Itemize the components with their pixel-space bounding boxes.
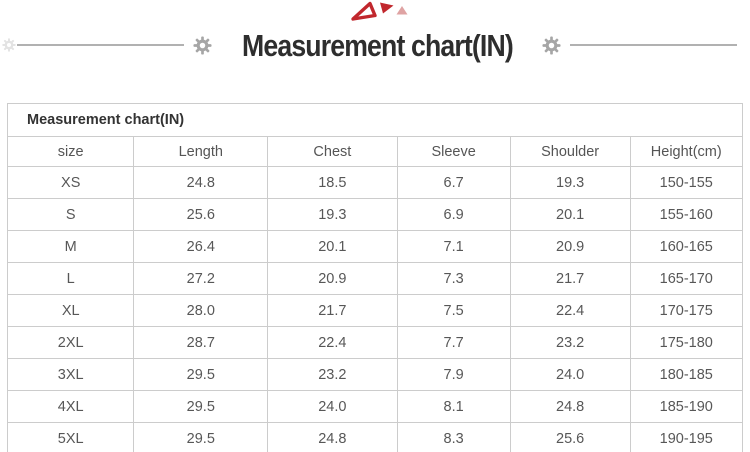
column-header-height-cm-: Height(cm) xyxy=(630,137,742,167)
value-cell: 160-165 xyxy=(630,231,742,263)
section-header xyxy=(0,26,750,64)
value-cell: 24.8 xyxy=(268,423,397,452)
value-cell: 21.7 xyxy=(510,263,630,295)
value-cell: 165-170 xyxy=(630,263,742,295)
table-row xyxy=(8,391,743,423)
value-cell: 24.0 xyxy=(510,359,630,391)
gear-icon xyxy=(542,36,561,55)
table-row xyxy=(8,327,743,359)
table-row xyxy=(8,263,743,295)
table-row xyxy=(8,167,743,199)
size-cell: 3XL xyxy=(8,359,134,391)
value-cell: 24.8 xyxy=(134,167,268,199)
value-cell: 28.7 xyxy=(134,327,268,359)
value-cell: 20.1 xyxy=(510,199,630,231)
column-header-length: Length xyxy=(134,137,268,167)
value-cell: 22.4 xyxy=(268,327,397,359)
table-header-row xyxy=(8,137,743,167)
column-header-chest: Chest xyxy=(268,137,397,167)
table-caption-row xyxy=(8,104,743,137)
value-cell: 6.9 xyxy=(397,199,510,231)
value-cell: 18.5 xyxy=(268,167,397,199)
value-cell: 24.0 xyxy=(268,391,397,423)
value-cell: 7.3 xyxy=(397,263,510,295)
value-cell: 25.6 xyxy=(134,199,268,231)
value-cell: 29.5 xyxy=(134,359,268,391)
size-cell: 4XL xyxy=(8,391,134,423)
value-cell: 19.3 xyxy=(510,167,630,199)
column-header-size: size xyxy=(8,137,134,167)
size-cell: XS xyxy=(8,167,134,199)
value-cell: 20.1 xyxy=(268,231,397,263)
value-cell: 8.3 xyxy=(397,423,510,452)
table-row xyxy=(8,199,743,231)
triangle-pale-icon xyxy=(397,6,408,15)
value-cell: 6.7 xyxy=(397,167,510,199)
column-header-shoulder: Shoulder xyxy=(510,137,630,167)
value-cell: 170-175 xyxy=(630,295,742,327)
value-cell: 8.1 xyxy=(397,391,510,423)
value-cell: 29.5 xyxy=(134,391,268,423)
value-cell: 19.3 xyxy=(268,199,397,231)
value-cell: 22.4 xyxy=(510,295,630,327)
size-cell: L xyxy=(8,263,134,295)
triangle-outline-icon xyxy=(353,4,375,20)
value-cell: 28.0 xyxy=(134,295,268,327)
size-cell: 5XL xyxy=(8,423,134,452)
value-cell: 23.2 xyxy=(510,327,630,359)
value-cell: 190-195 xyxy=(630,423,742,452)
value-cell: 25.6 xyxy=(510,423,630,452)
value-cell: 24.8 xyxy=(510,391,630,423)
value-cell: 185-190 xyxy=(630,391,742,423)
value-cell: 155-160 xyxy=(630,199,742,231)
triangle-solid-icon xyxy=(380,3,394,14)
table-row xyxy=(8,359,743,391)
size-cell: S xyxy=(8,199,134,231)
gear-icon xyxy=(2,38,16,52)
value-cell: 175-180 xyxy=(630,327,742,359)
value-cell: 20.9 xyxy=(268,263,397,295)
table-row xyxy=(8,295,743,327)
table-row xyxy=(8,231,743,263)
value-cell: 7.1 xyxy=(397,231,510,263)
measurement-chart-section xyxy=(7,103,743,452)
value-cell: 7.7 xyxy=(397,327,510,359)
red-triangles-logo-icon xyxy=(349,1,417,21)
table-row xyxy=(8,423,743,452)
value-cell: 20.9 xyxy=(510,231,630,263)
table-caption: Measurement chart(IN) xyxy=(8,104,743,137)
gear-icon xyxy=(193,36,212,55)
measurement-table xyxy=(7,103,743,452)
value-cell: 150-155 xyxy=(630,167,742,199)
divider-line xyxy=(17,44,184,46)
value-cell: 7.5 xyxy=(397,295,510,327)
value-cell: 7.9 xyxy=(397,359,510,391)
size-cell: M xyxy=(8,231,134,263)
page-title: Measurement chart(IN) xyxy=(241,27,513,63)
value-cell: 27.2 xyxy=(134,263,268,295)
value-cell: 21.7 xyxy=(268,295,397,327)
value-cell: 26.4 xyxy=(134,231,268,263)
column-header-sleeve: Sleeve xyxy=(397,137,510,167)
size-cell: 2XL xyxy=(8,327,134,359)
size-cell: XL xyxy=(8,295,134,327)
value-cell: 180-185 xyxy=(630,359,742,391)
value-cell: 29.5 xyxy=(134,423,268,452)
divider-line xyxy=(570,44,737,46)
value-cell: 23.2 xyxy=(268,359,397,391)
